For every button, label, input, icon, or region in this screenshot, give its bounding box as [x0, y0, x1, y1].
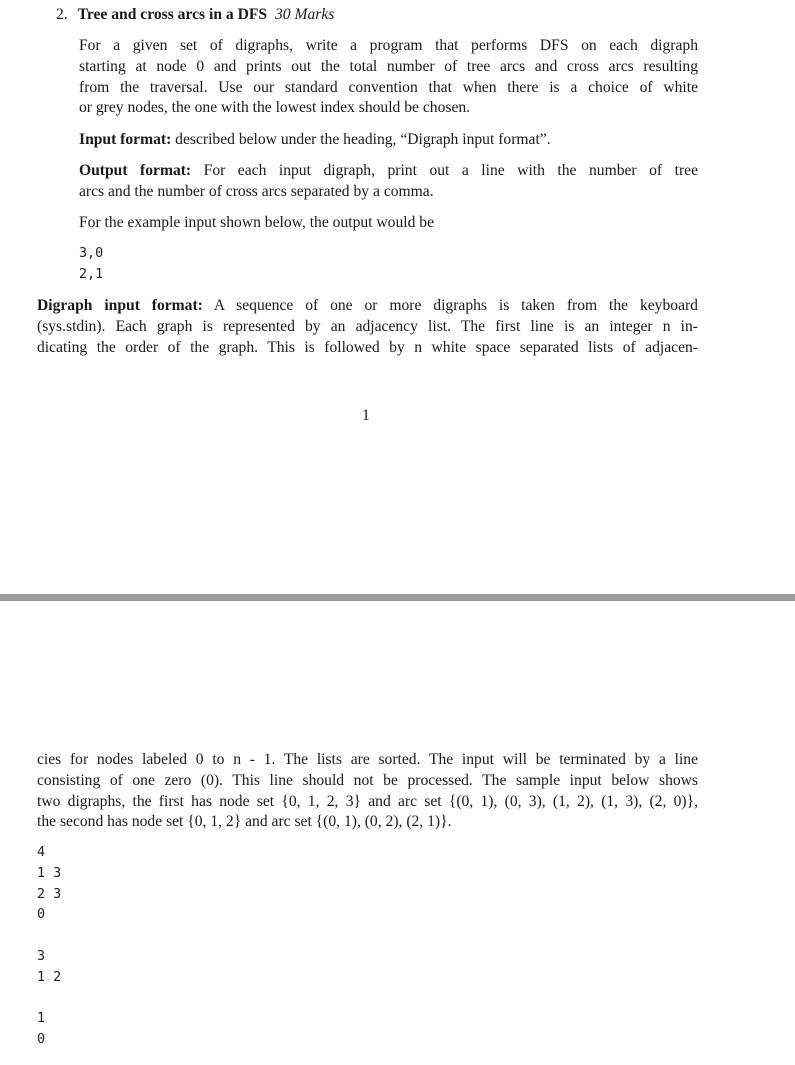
- output-format: [79, 161, 698, 203]
- sample-input-blank-line: [37, 989, 61, 1010]
- digraph-input-format: [37, 296, 698, 358]
- digraph-input-format-line: dicating the order of the graph. This is followed by n white space separated lists of adjacen-: [37, 338, 698, 356]
- example-output-line: 2,1: [79, 266, 104, 282]
- continuation-paragraph: [37, 750, 698, 833]
- sample-input-line: 2 3: [37, 886, 62, 902]
- example-intro: For the example input shown below, the output would be: [79, 214, 434, 231]
- sample-input-line: 3: [37, 948, 46, 964]
- continuation-line: the second has node set {0, 1, 2} and arc set {(0, 1), (0, 2), (2, 1)}.: [37, 813, 452, 831]
- description-paragraph: [79, 36, 698, 119]
- output-format-text: For each input digraph, print out a line with the number of tree: [203, 162, 698, 179]
- page-number: 1: [362, 407, 370, 424]
- description-line: or grey nodes, the one with the lowest index should be chosen.: [79, 99, 471, 117]
- input-format-text: described below under the heading, “Digraph input format”.: [175, 131, 551, 148]
- sample-input-line: 1 3: [37, 865, 62, 881]
- question-marks: 30 Marks: [274, 6, 335, 23]
- question-title: Tree and cross arcs in a DFS: [77, 6, 268, 23]
- input-format-label: Input format:: [79, 131, 172, 148]
- sample-input-line: 1 2: [37, 969, 62, 985]
- continuation-line: consisting of one zero (0). This line should not be processed. The sample input below shows: [37, 771, 698, 789]
- description-line: from the traversal. Use our standard convention that when there is a choice of white: [79, 78, 698, 96]
- digraph-input-format-label: Digraph input format:: [37, 297, 203, 314]
- sample-input-block: [37, 843, 61, 1051]
- digraph-input-format-line: (sys.stdin). Each graph is represented by an adjacency list. The first line is an integer n in-: [37, 317, 698, 335]
- continuation-line: cies for nodes labeled 0 to n - 1. The lists are sorted. The input will be terminated by a line: [37, 751, 698, 768]
- input-format: [79, 130, 551, 151]
- digraph-input-format-text: A sequence of one or more digraphs is taken from the keyboard: [213, 297, 698, 314]
- page-break-divider: [0, 594, 795, 601]
- description-line: starting at node 0 and prints out the total number of tree arcs and cross arcs resulting: [79, 57, 698, 75]
- digraph-input-format-line: [37, 296, 698, 317]
- question-number: 2.: [56, 6, 68, 23]
- output-format-line-2: arcs and the number of cross arcs separated by a comma.: [79, 182, 434, 200]
- example-output-block: [79, 244, 103, 286]
- output-format-line: [79, 161, 698, 182]
- continuation-line: two digraphs, the first has node set {0, 1, 2, 3} and arc set {(0, 1), (0, 3), (1, 2), (1, 3), (2, 0)},: [37, 792, 698, 810]
- sample-input-line: 1: [37, 1011, 46, 1027]
- description-line: For a given set of digraphs, write a program that performs DFS on each digraph: [79, 37, 698, 54]
- output-format-label: Output format:: [79, 162, 192, 179]
- sample-input-line: 0: [37, 907, 46, 923]
- sample-input-blank-line: [37, 926, 61, 947]
- question-heading: [56, 5, 334, 26]
- sample-input-line: 0: [37, 1032, 46, 1048]
- example-output-line: 3,0: [79, 246, 104, 261]
- sample-input-line: 4: [37, 845, 46, 860]
